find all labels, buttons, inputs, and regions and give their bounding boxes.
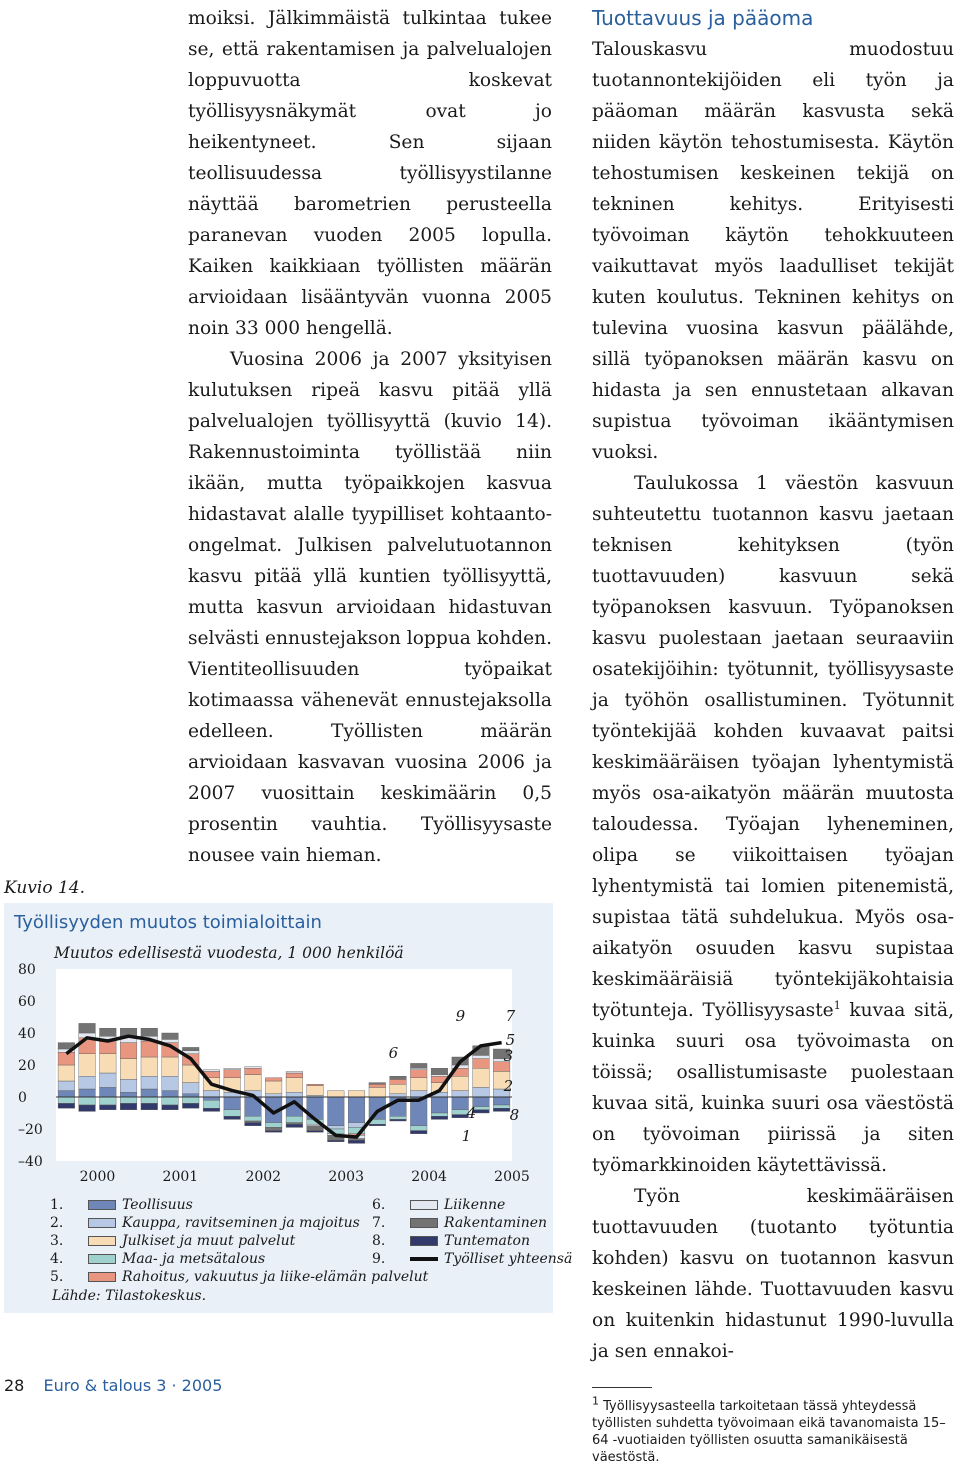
bar-segment (431, 1075, 448, 1077)
bar-segment (390, 1116, 407, 1119)
paragraph (592, 468, 954, 1181)
figure-title: Työllisyyden muutos toimialoittain (14, 912, 322, 933)
bar-segment (79, 1089, 96, 1097)
bar-segment (390, 1079, 407, 1084)
bar-segment (224, 1068, 241, 1070)
x-tick-label: 2004 (411, 1169, 447, 1185)
legend-label: Julkiset ja muut palvelut (122, 1233, 296, 1249)
bar-segment (286, 1092, 303, 1097)
bar-segment (141, 1089, 158, 1097)
figure-panel (4, 903, 573, 1313)
paragraph-text: kuvaa sitä, kuinka suuri osa työvoimasta on töissä; osallistumisaste puolestaan kuvaa sitä, kuinka suuri osa väestöstä on työvoiman piirissä ja siten työmarkkinoiden käytettävissä. (592, 1000, 954, 1176)
bar-segment (473, 1059, 490, 1069)
x-tick-label: 2000 (79, 1169, 116, 1185)
legend-swatch (410, 1236, 438, 1246)
bar-segment (203, 1070, 220, 1072)
series-number-label: 1 (461, 1127, 472, 1145)
bar-segment (410, 1070, 427, 1078)
bar-segment (328, 1097, 345, 1126)
bar-segment (431, 1068, 448, 1074)
bar-segment (120, 1079, 137, 1092)
legend-swatch (88, 1218, 116, 1228)
bar-segment (369, 1087, 386, 1097)
legend-label: Työlliset yhteensä (444, 1251, 573, 1267)
series-number-label: 9 (455, 1007, 466, 1025)
series-number-label: 8 (509, 1106, 520, 1124)
bar-segment (182, 1097, 199, 1103)
bar-segment (348, 1097, 365, 1123)
bar-segment (203, 1100, 220, 1108)
text-column-right (592, 3, 954, 1466)
bar-segment (141, 1076, 158, 1089)
bar-segment (182, 1047, 199, 1050)
bar-segment (79, 1097, 96, 1105)
figure-label: Kuvio 14. (4, 878, 85, 898)
bar-segment (224, 1116, 241, 1119)
bar-segment (328, 1091, 345, 1097)
y-tick-label: 60 (18, 994, 36, 1010)
footnote-ref: 1 (833, 998, 841, 1012)
bar-segment (100, 1028, 117, 1036)
bar-segment (100, 1054, 117, 1073)
bar-segment (431, 1116, 448, 1119)
text-column-middle (188, 3, 552, 871)
bar-segment (431, 1113, 448, 1116)
legend-item (372, 1214, 547, 1232)
bar-segment (141, 1057, 158, 1076)
bar-segment (120, 1092, 137, 1097)
bar-segment (120, 1097, 137, 1103)
bar-segment (493, 1105, 510, 1108)
legend-swatch (410, 1218, 438, 1228)
bar-segment (348, 1091, 365, 1097)
section-title: Tuottavuus ja pääoma (592, 6, 814, 30)
bar-segment (307, 1131, 324, 1133)
series-number-label: 5 (505, 1031, 516, 1049)
bar-segment (286, 1124, 303, 1127)
bar-segment (265, 1081, 282, 1094)
legend-item (50, 1214, 360, 1232)
bar-segment (286, 1071, 303, 1073)
legend-item (372, 1196, 505, 1214)
legend-item (50, 1250, 265, 1268)
x-tick-label: 2002 (245, 1169, 282, 1185)
bar-segment (328, 1140, 345, 1142)
bar-segment (141, 1041, 158, 1057)
paragraph: Vuosina 2006 ja 2007 yksityisen kulutuksen ripeä kasvu pitää yllä palvelualojen työllisyyttä (kuvio 14). Rakennustoiminta työllistää niin ikään, mutta työpaikkojen kasvua hidastavat alalle tyypilliset kohtaanto-ongelmat. Julkisen palvelutuotannon kasvu pitää yllä kuntien työllisyyttä, mutta kasvun arvioidaan hidastuvan selvästi ennustejakson loppua kohden. Vientiteollisuuden työpaikat kotimaassa vähenevät ennustejaksolla edelleen. Työllisten määrän arvioidaan kasvavan vuosina 2006 ja 2007 vuosittain keskimäärin 0,5 prosentin vauhtia. Työllisyysaste nousee vain hieman. (188, 349, 552, 866)
y-tick-label: 80 (18, 962, 36, 978)
series-number-label: 2 (503, 1077, 514, 1095)
bar-segment (182, 1103, 199, 1108)
y-tick-label: 40 (18, 1026, 36, 1042)
bar-segment (162, 1091, 179, 1097)
y-tick-label: 0 (18, 1090, 27, 1106)
bar-segment (390, 1119, 407, 1121)
bar-segment (410, 1078, 427, 1091)
legend-swatch (88, 1254, 116, 1264)
y-tick-label: –20 (18, 1122, 43, 1138)
legend-number: 4. (50, 1251, 64, 1267)
legend-swatch (88, 1200, 116, 1210)
bar-segment (100, 1087, 117, 1097)
bar-segment (286, 1073, 303, 1078)
figure-source: Lähde: Tilastokeskus. (52, 1288, 207, 1304)
bar-segment (245, 1068, 262, 1074)
bar-segment (120, 1103, 137, 1109)
bar-segment (162, 1033, 179, 1039)
legend-number: 5. (50, 1269, 64, 1285)
bar-segment (348, 1139, 365, 1141)
legend-item (372, 1232, 530, 1250)
legend-item (50, 1268, 428, 1286)
footnote-number: 1 (592, 1394, 599, 1408)
bar-segment (162, 1057, 179, 1076)
bar-segment (369, 1083, 386, 1085)
legend-label: Liikenne (444, 1197, 506, 1213)
bar-segment (245, 1121, 262, 1123)
legend-label: Teollisuus (122, 1197, 193, 1213)
bar-segment (473, 1087, 490, 1097)
bar-segment (203, 1091, 220, 1097)
bar-segment (473, 1055, 490, 1058)
bar-segment (265, 1131, 282, 1133)
bar-segment (369, 1084, 386, 1087)
bar-segment (307, 1126, 324, 1131)
footnote (592, 1394, 954, 1466)
bar-segment (493, 1108, 510, 1111)
legend-item (372, 1250, 572, 1268)
bar-segment (452, 1076, 469, 1090)
y-tick-label: 20 (18, 1058, 36, 1074)
legend-label: Maa- ja metsätalous (122, 1251, 266, 1267)
bar-segment (348, 1123, 365, 1128)
bar-segment (245, 1075, 262, 1091)
bar-segment (162, 1105, 179, 1110)
bar-segment (390, 1084, 407, 1094)
bar-segment (265, 1127, 282, 1130)
series-number-label: 4 (466, 1104, 477, 1122)
bar-segment (141, 1028, 158, 1036)
bar-segment (58, 1065, 75, 1081)
legend-number: 1. (50, 1197, 64, 1213)
bar-segment (410, 1068, 427, 1070)
legend-swatch (88, 1272, 116, 1282)
paragraph: moiksi. Jälkimmäistä tulkintaa tukee se, että rakentamisen ja palvelualojen loppuvuotta koskevat työllisyysnäkymät ovat jo heikentyneet. Sen sijaan teollisuudessa työllisyystilanne näyttää barometrien perusteella paranevan vuoden 2005 lopulla. Kaiken kaikkiaan työllisten määrän arvioidaan lisääntyvän vuonna 2005 noin 33 000 hengellä. (188, 8, 552, 339)
series-number-label: 6 (388, 1044, 399, 1062)
bar-segment (141, 1097, 158, 1103)
bar-segment (224, 1110, 241, 1116)
bar-segment (120, 1059, 137, 1080)
bar-segment (58, 1052, 75, 1065)
x-tick-label: 2005 (494, 1169, 530, 1185)
bar-segment (410, 1063, 427, 1068)
bar-segment (162, 1076, 179, 1090)
bar-segment (328, 1126, 345, 1129)
x-tick-label: 2003 (328, 1169, 365, 1185)
page-footer (4, 1376, 222, 1395)
bar-segment (307, 1084, 324, 1086)
bar-segment (58, 1103, 75, 1108)
bar-segment (162, 1097, 179, 1105)
bar-segment (286, 1123, 303, 1125)
legend-item (50, 1232, 295, 1250)
bar-segment (58, 1097, 75, 1103)
bar-segment (100, 1097, 117, 1105)
bar-segment (493, 1097, 510, 1105)
publication-name: Euro & talous 3 · 2005 (43, 1376, 223, 1395)
paragraph-text: Taulukossa 1 väestön kasvuun suhteutettu tuotannon kasvu jaetaan teknisen kehityksen (työn tuottavuuden) kasvuun sekä työpanoksen kasvuun. Työpanoksen kasvu puolestaan jaetaan seuraaviin osatekijöihin: työtunnit, työllisyysaste ja työhön osallistuminen. Työtunnit työntekijää kohden kuvaavat paitsi keskimääräisen työajan lyhentymistä myös osa-aikatyön määrän muutosta taloudessa. Työajan lyheneminen, olipa se viikoittaisen työajan lyhentymistä tai lomien pitenemistä, supistaa tätä suhdelukua. Myös osa-aikatyön osuuden kasvu supistaa keskimääräisiä työntekijäkohtaisia työtunteja. Työllisyysaste (592, 473, 954, 1021)
bar-segment (120, 1043, 137, 1059)
bar-segment (265, 1123, 282, 1128)
legend-label: Rakentaminen (444, 1215, 548, 1231)
bar-segment (162, 1039, 179, 1042)
bar-segment (431, 1097, 448, 1113)
legend-number: 9. (372, 1251, 386, 1267)
bar-segment (369, 1124, 386, 1126)
bar-segment (182, 1083, 199, 1094)
legend-label: Kauppa, ravitseminen ja majoitus (122, 1215, 360, 1231)
bar-segment (410, 1126, 427, 1131)
bar-segment (452, 1091, 469, 1097)
legend-swatch (88, 1236, 116, 1246)
bar-segment (348, 1140, 365, 1143)
legend-label: Tuntematon (444, 1233, 530, 1249)
bar-segment (58, 1091, 75, 1097)
series-number-label: 7 (505, 1007, 516, 1025)
legend-number: 8. (372, 1233, 386, 1249)
bar-segment (245, 1123, 262, 1126)
legend-number: 7. (372, 1215, 386, 1231)
y-tick-label: –40 (18, 1154, 43, 1170)
bar-segment (79, 1023, 96, 1033)
page-number: 28 (4, 1376, 25, 1395)
bar-segment (203, 1108, 220, 1111)
footnote-text: Työllisyysasteella tarkoitetaan tässä yhteydessä työllisten suhdetta työvoimaan eikä tavanomaista 15–64 -vuotiaiden työllisten osuutta samanikäisestä väestöstä. (592, 1399, 946, 1465)
bar-segment (245, 1067, 262, 1069)
legend-line-swatch (410, 1257, 438, 1261)
bar-segment (410, 1131, 427, 1134)
bar-segment (100, 1105, 117, 1110)
bar-segment (224, 1097, 241, 1110)
bar-segment (286, 1116, 303, 1122)
bar-segment (79, 1105, 96, 1111)
bar-segment (100, 1073, 117, 1087)
paragraph: Talouskasvu muodostuu tuotannontekijöiden eli työn ja pääoman määrän kasvusta sekä niiden käytön tehostumisesta. Käytön tehostumisen keskeinen tekijä on tekninen kehitys. Erityisesti työvoiman käytön tehokkuuteen vaikuttavat myös laadulliset tekijät kuten koulutus. Tekninen kehitys on tulevina vuosina kasvun päälähde, sillä työpanoksen määrän kasvu on hidasta ja sen ennustetaan alkavan supistua työvoiman ikääntymisen vuoksi. (592, 39, 954, 463)
legend-number: 3. (50, 1233, 64, 1249)
x-tick-label: 2001 (162, 1169, 199, 1185)
bar-segment (245, 1116, 262, 1121)
legend-number: 2. (50, 1215, 64, 1231)
bar-segment (265, 1078, 282, 1081)
bar-segment (390, 1076, 407, 1079)
figure-subtitle: Muutos edellisestä vuodesta, 1 000 henkilöä (54, 944, 404, 962)
legend-label: Rahoitus, vakuutus ja liike-elämän palvelut (122, 1269, 429, 1285)
employment-change-chart (4, 903, 553, 1203)
bar-segment (224, 1070, 241, 1078)
bar-segment (473, 1068, 490, 1087)
bar-segment (58, 1081, 75, 1091)
bar-segment (307, 1086, 324, 1096)
series-number-label: 3 (503, 1047, 514, 1065)
footnote-divider (592, 1387, 652, 1388)
legend-number: 6. (372, 1197, 386, 1213)
bar-segment (286, 1078, 303, 1092)
bar-segment (141, 1103, 158, 1109)
paragraph: Työn keskimääräisen tuottavuuden (tuotanto työtuntia kohden) kasvu on tuotannon kasvun keskeinen lähde. Tuottavuuden kasvu on kuitenkin hidastunut 1990-luvulla ja sen ennakoi- (592, 1186, 954, 1362)
bar-segment (79, 1076, 96, 1089)
legend-swatch (410, 1200, 438, 1210)
bar-segment (79, 1054, 96, 1076)
legend-item (50, 1196, 193, 1214)
